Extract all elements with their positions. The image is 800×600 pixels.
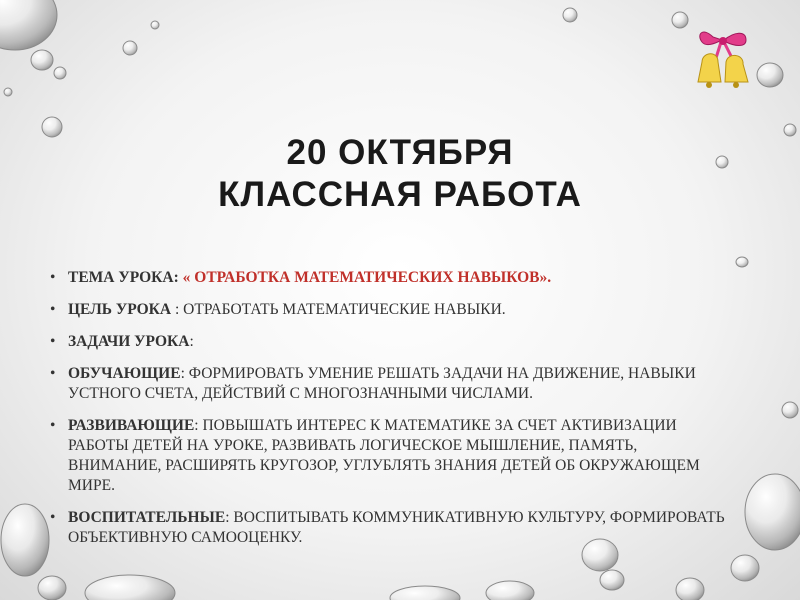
title-date: 20 ОКТЯБРЯ bbox=[286, 133, 514, 172]
developing-text: : ПОВЫШАТЬ ИНТЕРЕС К МАТЕМАТИКЕ ЗА СЧЕТ АКТИВИЗАЦИИ РАБОТЫ ДЕТЕЙ НА УРОКЕ, РАЗВИВАТЬ ЛОГИЧЕСКОЕ МЫШЛЕНИЕ, ПАМЯТЬ, ВНИМАНИЕ, РАСШИРЯТЬ КРУГОЗОР, УГЛУБЛЯТЬ ЗНАНИЯ ДЕТЕЙ ОБ ОКРУЖАЮЩЕМ МИРЕ. bbox=[68, 417, 700, 494]
educational-text: : ФОРМИРОВАТЬ УМЕНИЕ РЕШАТЬ ЗАДАЧИ НА ДВИЖЕНИЕ, НАВЫКИ УСТНОГО СЧЕТА, ДЕЙСТВИЙ С МНОГОЗНАЧНЫМИ ЧИСЛАМИ. bbox=[68, 365, 696, 402]
christmas-bells-icon bbox=[688, 22, 758, 102]
list-item-educational bbox=[50, 364, 730, 404]
list-item-developing bbox=[50, 416, 730, 496]
upbringing-label: ВОСПИТАТЕЛЬНЫЕ bbox=[68, 509, 226, 526]
list-item-upbringing bbox=[50, 508, 730, 548]
tasks-text: : bbox=[189, 333, 194, 350]
topic-label: ТЕМА УРОКА: bbox=[68, 269, 179, 286]
tasks-label: ЗАДАЧИ УРОКА bbox=[68, 333, 190, 350]
upbringing-text: : ВОСПИТЫВАТЬ КОММУНИКАТИВНУЮ КУЛЬТУРУ, ФОРМИРОВАТЬ ОБЪЕКТИВНУЮ САМООЦЕНКУ. bbox=[68, 509, 725, 546]
list-item-topic bbox=[50, 268, 730, 288]
slide-title bbox=[0, 132, 800, 216]
list-item-tasks bbox=[50, 332, 730, 352]
educational-label: ОБУЧАЮЩИЕ bbox=[68, 365, 181, 382]
goal-text: : ОТРАБОТАТЬ МАТЕМАТИЧЕСКИЕ НАВЫКИ. bbox=[171, 301, 506, 318]
list-item-goal bbox=[50, 300, 730, 320]
topic-text: « ОТРАБОТКА МАТЕМАТИЧЕСКИХ НАВЫКОВ». bbox=[182, 269, 552, 286]
title-class-work: КЛАССНАЯ РАБОТА bbox=[218, 175, 582, 214]
lesson-plan-list bbox=[50, 268, 730, 560]
developing-label: РАЗВИВАЮЩИЕ bbox=[68, 417, 195, 434]
goal-label: ЦЕЛЬ УРОКА bbox=[68, 301, 172, 318]
